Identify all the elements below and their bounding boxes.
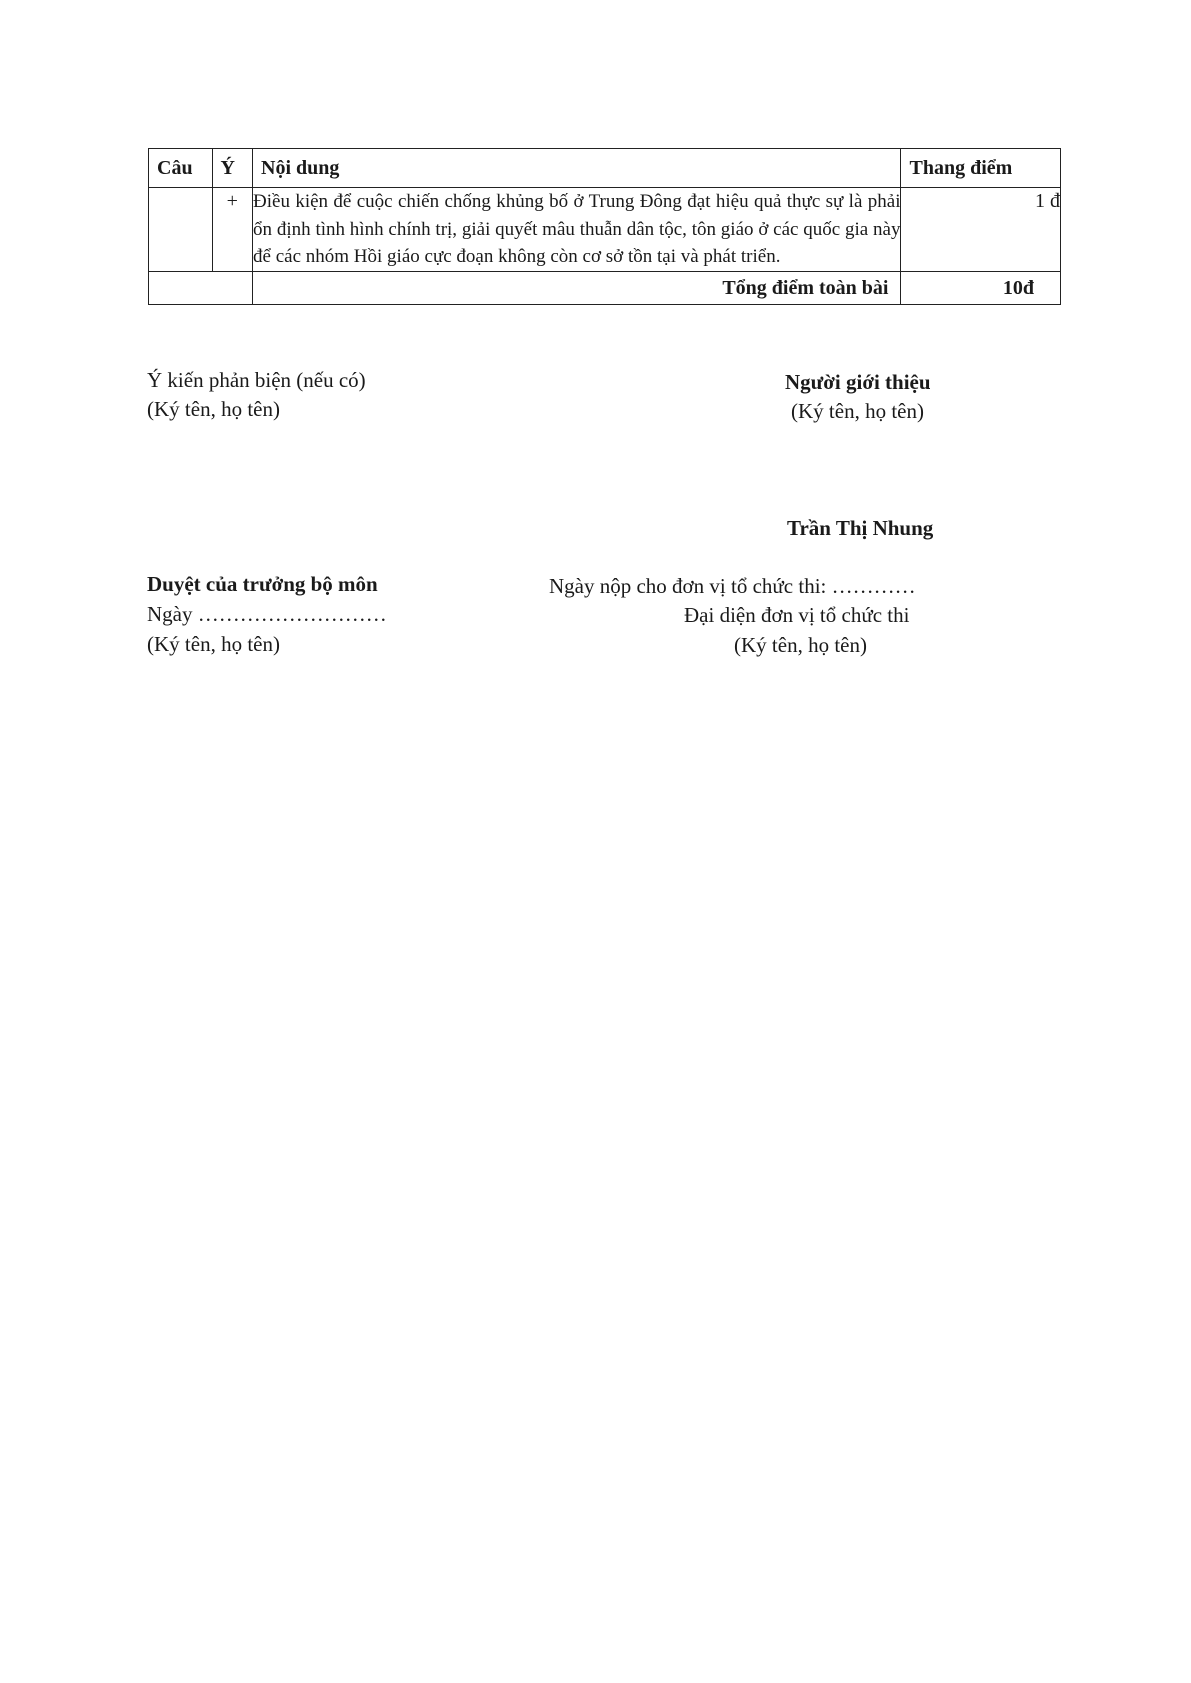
submission-date-line: Ngày nộp cho đơn vị tổ chức thi: ………… (549, 574, 916, 598)
total-label: Tổng điểm toàn bài (253, 271, 901, 304)
row-score-cell: 1 đ (901, 188, 1061, 272)
row-cau-cell (149, 188, 213, 272)
introducer-title: Người giới thiệu (785, 370, 931, 394)
review-title: Ý kiến phản biện (nếu có) (147, 368, 366, 392)
header-cau: Câu (149, 149, 213, 188)
row-content-cell: Điều kiện để cuộc chiến chống khủng bố ở Trung Đông đạt hiệu quả thực sự là phải ổn định tình hình chính trị, giải quyết mâu thuẫn dân tộc, tôn giáo ở các quốc gia này để các nhóm Hồi giáo cực đoạn không còn cơ sở tồn tại và phát triển. (253, 188, 901, 272)
submission-rep-title: Đại diện đơn vị tổ chức thi (684, 603, 910, 627)
total-empty-cell (149, 271, 253, 304)
total-row (149, 271, 1061, 304)
header-score: Thang điểm (901, 149, 1061, 188)
introducer-name: Trần Thị Nhung (787, 516, 934, 540)
table-header-row (149, 149, 1061, 188)
head-approval-date: Ngày ……………………… (147, 602, 387, 626)
header-y: Ý (212, 149, 253, 188)
header-content: Nội dung (253, 149, 901, 188)
total-value: 10đ (901, 271, 1061, 304)
grading-table (148, 148, 1061, 305)
table-row (149, 188, 1061, 272)
head-approval-title: Duyệt của trưởng bộ môn (147, 572, 378, 596)
introducer-sign-note: (Ký tên, họ tên) (791, 399, 924, 423)
submission-sign-note: (Ký tên, họ tên) (734, 633, 867, 657)
row-y-cell: + (212, 188, 253, 272)
review-sign-note: (Ký tên, họ tên) (147, 397, 280, 421)
head-approval-sign-note: (Ký tên, họ tên) (147, 632, 280, 656)
